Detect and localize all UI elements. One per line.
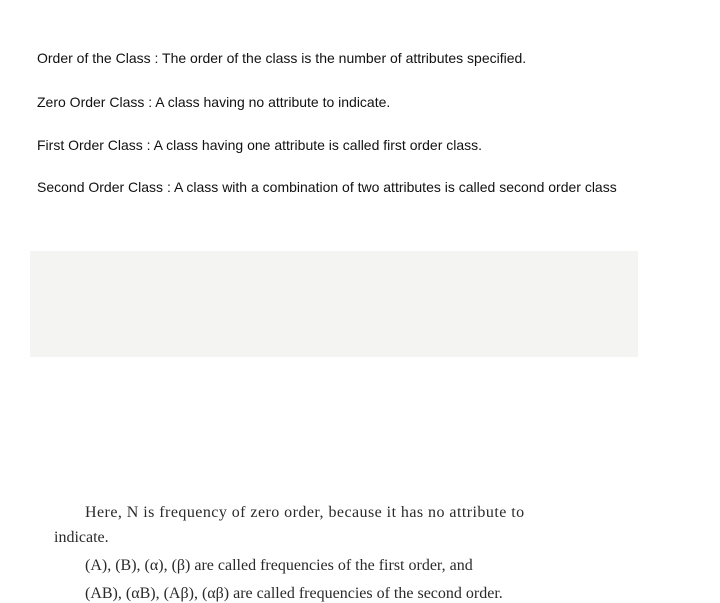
excerpt-line-first-order: (A), (B), (α), (β) are called frequencies of the first order, and — [85, 557, 473, 574]
excerpt-line-zero-order: Here, N is frequency of zero order, because it has no attribute to — [85, 504, 525, 521]
second-order-class-definition: Second Order Class : A class with a combination of two attributes is called second order class — [37, 179, 617, 195]
order-of-class-definition: Order of the Class : The order of the class is the number of attributes specified. — [37, 50, 527, 66]
textbook-excerpt-image — [30, 251, 638, 602]
excerpt-line-indicate: indicate. — [54, 529, 109, 546]
first-order-class-definition: First Order Class : A class having one attribute is called first order class. — [37, 137, 483, 153]
zero-order-class-definition: Zero Order Class : A class having no attribute to indicate. — [37, 94, 391, 110]
excerpt-line-second-order: (AB), (αB), (Aβ), (αβ) are called frequencies of the second order. — [85, 585, 503, 602]
